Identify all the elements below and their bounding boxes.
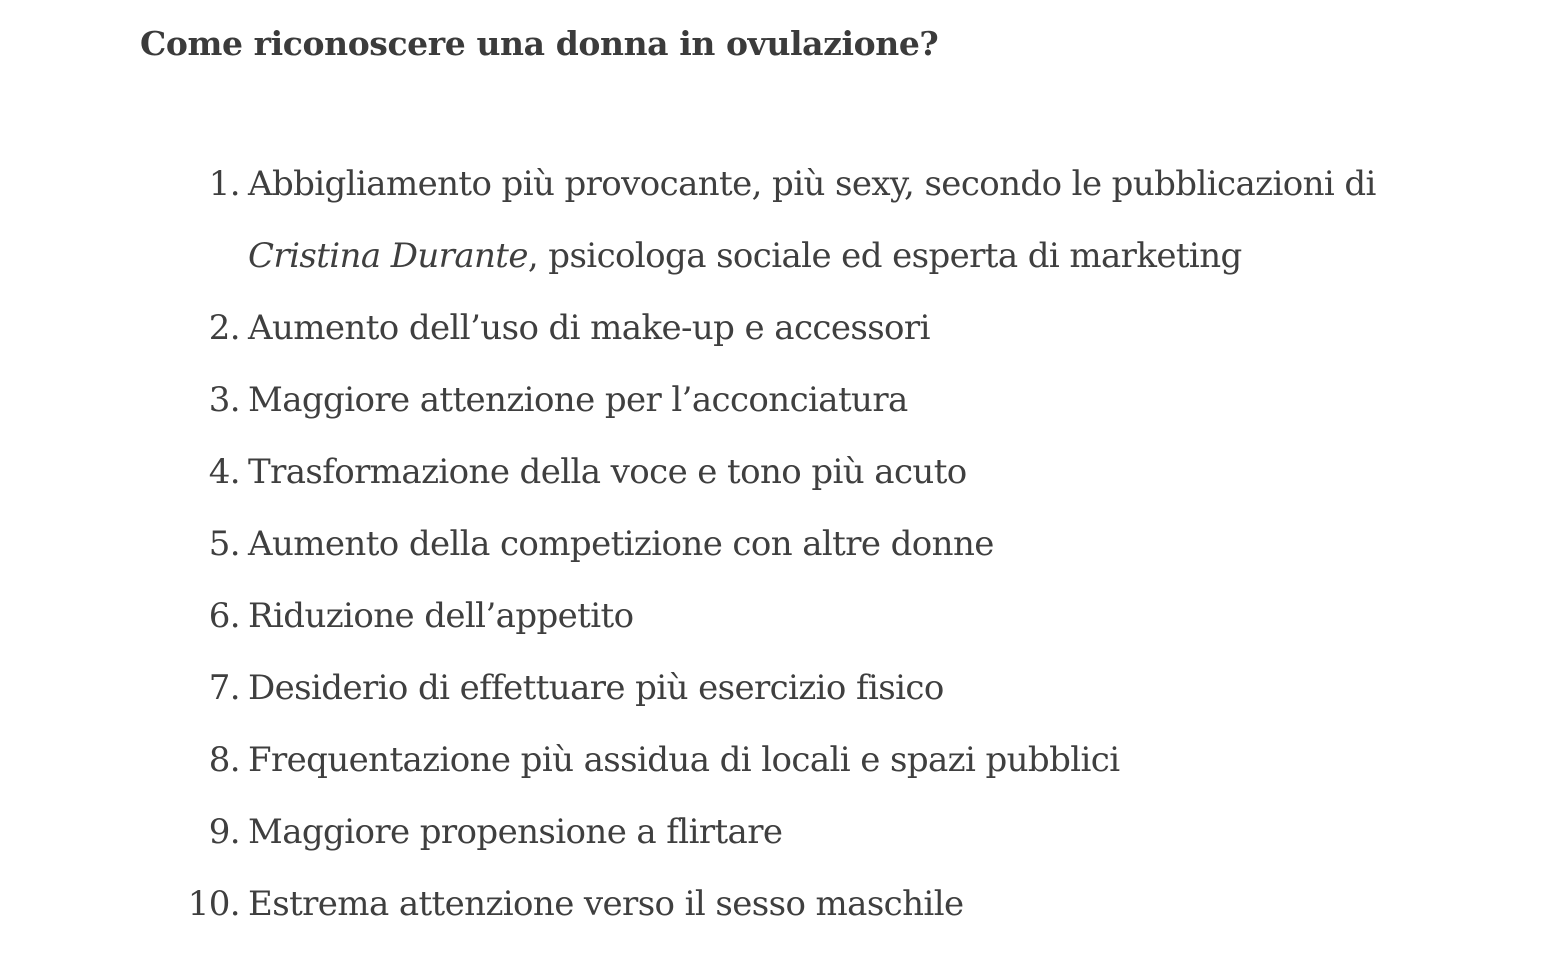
cited-author-name: Cristina Durante (248, 236, 528, 276)
list-item (140, 580, 1440, 652)
list-item-number: 4. (208, 452, 240, 492)
list-item-text: Trasformazione della voce e tono più acuto (248, 452, 967, 492)
article (140, 18, 1440, 924)
list-item-number: 2. (208, 308, 240, 348)
list-item-text: Maggiore propensione a flirtare (248, 812, 783, 852)
list-item-number: 1. (208, 164, 240, 204)
list-item-text (248, 148, 1423, 292)
list-item-text: Maggiore attenzione per l’acconciatura (248, 380, 908, 420)
list-item (140, 796, 1440, 868)
list-item (140, 508, 1440, 580)
list-item-number: 9. (208, 812, 240, 852)
ovulation-signs-list (140, 148, 1440, 940)
list-item-text: Desiderio di effettuare più esercizio fisico (248, 668, 944, 708)
list-item-number: 6. (208, 596, 240, 636)
list-item-number: 5. (208, 524, 240, 564)
section-heading: Come riconoscere una donna in ovulazione? (140, 24, 939, 63)
list-item-number: 3. (208, 380, 240, 420)
list-item (140, 292, 1440, 364)
list-item (140, 436, 1440, 508)
list-item-text: Aumento della competizione con altre donne (248, 524, 994, 564)
list-item (140, 868, 1440, 940)
list-item-number: 10. (187, 884, 240, 924)
list-item (140, 652, 1440, 724)
list-item (140, 364, 1440, 436)
list-item-text: Frequentazione più assidua di locali e spazi pubblici (248, 740, 1120, 780)
list-item-text-end: , psicologa sociale ed esperta di marketing (527, 236, 1242, 276)
list-item-text-start: Abbigliamento più provocante, più sexy, secondo le pubblicazioni di (248, 164, 1376, 204)
list-item-text: Estrema attenzione verso il sesso maschile (248, 884, 964, 924)
list-item (140, 724, 1440, 796)
list-item-text: Aumento dell’uso di make-up e accessori (248, 308, 930, 348)
list-item-number: 7. (208, 668, 240, 708)
list-item-number: 8. (208, 740, 240, 780)
list-item (140, 148, 1440, 292)
list-item-text: Riduzione dell’appetito (248, 596, 634, 636)
